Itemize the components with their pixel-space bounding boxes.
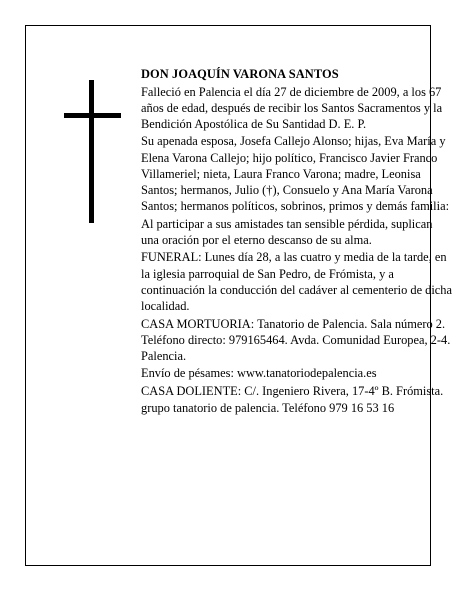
cross-icon xyxy=(89,80,94,223)
obituary-notice xyxy=(25,25,452,566)
obituary-text xyxy=(141,66,453,418)
funeral-group-phone: grupo tanatorio de palencia. Teléfono 979 16 53 16 xyxy=(141,401,395,416)
death-announcement: Falleció en Palencia el día 27 de diciembre de 2009, a los 67 años de edad, después de recibir los Santos Sacramentos y la Bendición Apostólica de Su Santidad D. E. P. xyxy=(141,84,443,131)
family-list: Su apenada esposa, Josefa Callejo Alonso; hijas, Eva María y Elena Varona Callejo; hijo político, Francisco Javier Franco Villameriel; nieta, Laura Franco Varona; madre, Leonisa Santos; hermanos, Julio (†), Consuelo y Ana María Varona Santos; hermanos políticos, sobrinos, primos y demás familia: xyxy=(141,134,450,214)
condolences-website: Envío de pésames: www.tanatoriodepalencia.es xyxy=(141,366,377,381)
deceased-name: DON JOAQUÍN VARONA SANTOS xyxy=(141,67,339,81)
family-address: CASA DOLIENTE: C/. Ingeniero Rivera, 17-4º B. Frómista. xyxy=(141,383,444,398)
funeral-details: FUNERAL: Lunes día 28, a las cuatro y media de la tarde, en la iglesia parroquial de San Pedro, de Frómista, y a continuación la conducción del cadáver al cementerio de dicha localidad. xyxy=(141,250,452,314)
prayer-request: Al participar a sus amistades tan sensible pérdida, suplican una oración por el eterno descanso de su alma. xyxy=(141,216,433,247)
cross-icon-bar xyxy=(64,113,121,118)
funeral-home-details: CASA MORTUORIA: Tanatorio de Palencia. Sala número 2. Teléfono directo: 979165464. Avda. Comunidad Europea, 2-4. Palencia. xyxy=(141,316,451,363)
